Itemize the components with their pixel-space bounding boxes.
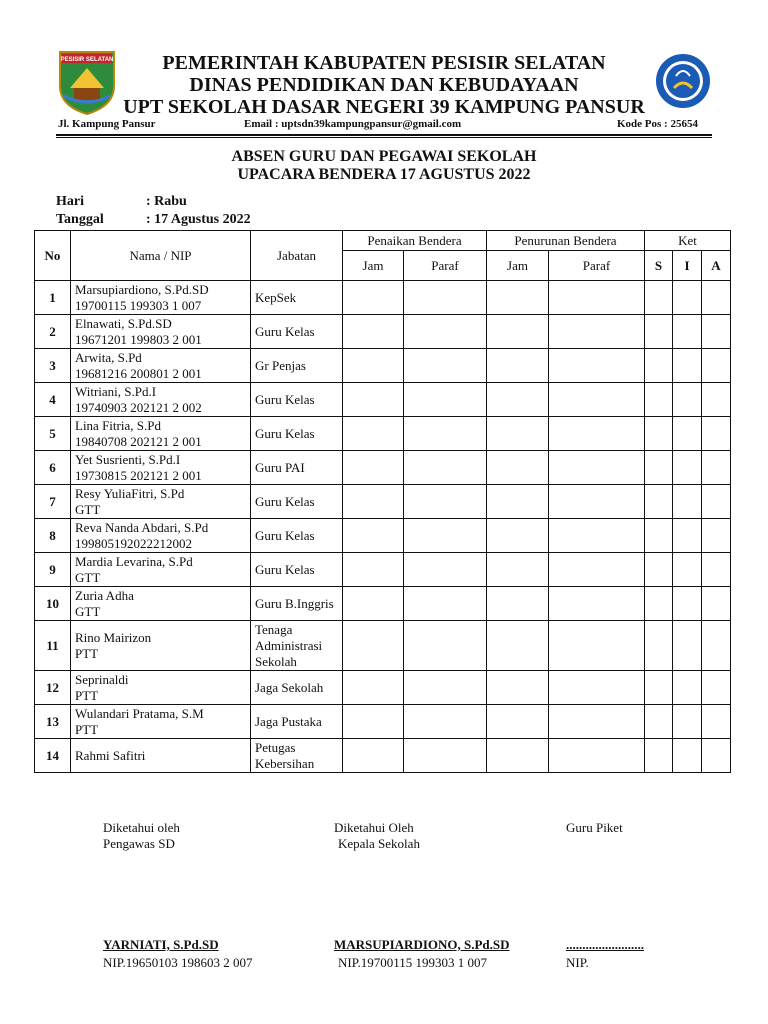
sig-mid-name: MARSUPIARDIONO, S.Pd.SD — [334, 937, 510, 952]
row-lowering-time-cell[interactable] — [487, 739, 549, 773]
row-raising-time-cell[interactable] — [343, 315, 404, 349]
table-row — [35, 349, 731, 383]
header-lowering: Penurunan Bendera — [487, 231, 645, 251]
row-lowering-initial-cell[interactable] — [549, 485, 645, 519]
row-ket-a-cell[interactable] — [702, 281, 731, 315]
row-raising-time-cell[interactable] — [343, 671, 404, 705]
row-ket-s-cell[interactable] — [645, 553, 673, 587]
row-raising-initial-cell[interactable] — [404, 739, 487, 773]
row-ket-a-cell[interactable] — [702, 417, 731, 451]
sig-right-nip: NIP. — [566, 955, 589, 970]
row-lowering-initial-cell[interactable] — [549, 383, 645, 417]
header-ket: Ket — [645, 231, 731, 251]
row-name-cell — [71, 739, 251, 773]
row-name: Mardia Levarina, S.Pd — [75, 553, 193, 569]
row-name-cell — [71, 451, 251, 485]
header-email: Email : uptsdn39kampungpansur@gmail.com — [244, 118, 462, 130]
row-number: 10 — [35, 587, 71, 621]
row-ket-a-cell[interactable] — [702, 671, 731, 705]
row-raising-initial-cell[interactable] — [404, 705, 487, 739]
row-ket-i-cell[interactable] — [673, 621, 702, 671]
row-name-cell — [71, 383, 251, 417]
logo-left-text: PESISIR SELATAN — [60, 57, 114, 63]
row-nip: 19840708 202121 2 001 — [75, 433, 202, 449]
row-ket-a-cell[interactable] — [702, 383, 731, 417]
row-name-cell — [71, 519, 251, 553]
sig-left-name: YARNIATI, S.Pd.SD — [103, 937, 219, 952]
table-row — [35, 417, 731, 451]
row-lowering-initial-cell[interactable] — [549, 315, 645, 349]
row-raising-time-cell[interactable] — [343, 451, 404, 485]
row-number: 9 — [35, 553, 71, 587]
document-subtitle: UPACARA BENDERA 17 AGUSTUS 2022 — [237, 166, 531, 183]
row-name-cell — [71, 349, 251, 383]
row-lowering-initial-cell[interactable] — [549, 553, 645, 587]
row-lowering-initial-cell[interactable] — [549, 451, 645, 485]
row-position: Jaga Pustaka — [251, 705, 343, 739]
sig-left-line2: Pengawas SD — [103, 836, 175, 851]
table-row — [35, 519, 731, 553]
row-name: Wulandari Pratama, S.M — [75, 705, 204, 721]
row-ket-s-cell[interactable] — [645, 621, 673, 671]
row-position: Guru B.Inggris — [251, 587, 343, 621]
row-lowering-time-cell[interactable] — [487, 315, 549, 349]
row-ket-s-cell[interactable] — [645, 739, 673, 773]
header-raising-paraf: Paraf — [404, 251, 487, 281]
row-ket-i-cell[interactable] — [673, 739, 702, 773]
row-ket-s-cell[interactable] — [645, 587, 673, 621]
header-name: Nama / NIP — [71, 231, 251, 281]
row-ket-i-cell[interactable] — [673, 519, 702, 553]
row-ket-s-cell[interactable] — [645, 349, 673, 383]
header-school: UPT SEKOLAH DASAR NEGERI 39 KAMPUNG PANSUR — [123, 96, 645, 118]
date-label: Tanggal — [56, 212, 104, 227]
header-s: S — [645, 251, 673, 281]
header-postal-code: Kode Pos : 25654 — [617, 118, 698, 130]
row-ket-a-cell[interactable] — [702, 349, 731, 383]
row-number: 4 — [35, 383, 71, 417]
row-lowering-time-cell[interactable] — [487, 383, 549, 417]
row-position: Guru Kelas — [251, 383, 343, 417]
row-lowering-time-cell[interactable] — [487, 587, 549, 621]
row-nip: 19740903 202121 2 002 — [75, 399, 202, 415]
row-name-cell — [71, 281, 251, 315]
row-raising-initial-cell[interactable] — [404, 315, 487, 349]
header-rule-thin — [56, 137, 712, 138]
row-number: 12 — [35, 671, 71, 705]
table-row — [35, 705, 731, 739]
row-name: Rahmi Safitri — [75, 747, 146, 763]
day-value: : Rabu — [146, 194, 187, 209]
row-ket-i-cell[interactable] — [673, 281, 702, 315]
row-ket-a-cell[interactable] — [702, 451, 731, 485]
header-lowering-jam: Jam — [487, 251, 549, 281]
sig-mid-line2: Kepala Sekolah — [338, 836, 420, 851]
row-raising-time-cell[interactable] — [343, 417, 404, 451]
row-name-cell — [71, 315, 251, 349]
header-i: I — [673, 251, 702, 281]
row-ket-s-cell[interactable] — [645, 383, 673, 417]
row-number: 6 — [35, 451, 71, 485]
row-nip: PTT — [75, 687, 99, 703]
row-raising-initial-cell[interactable] — [404, 417, 487, 451]
row-position: Guru Kelas — [251, 553, 343, 587]
row-lowering-initial-cell[interactable] — [549, 671, 645, 705]
row-position: KepSek — [251, 281, 343, 315]
row-nip: GTT — [75, 501, 101, 517]
row-ket-i-cell[interactable] — [673, 349, 702, 383]
table-row — [35, 315, 731, 349]
row-number: 8 — [35, 519, 71, 553]
table-row — [35, 281, 731, 315]
row-number: 1 — [35, 281, 71, 315]
row-ket-i-cell[interactable] — [673, 315, 702, 349]
row-raising-time-cell[interactable] — [343, 553, 404, 587]
row-raising-time-cell[interactable] — [343, 621, 404, 671]
document-title: ABSEN GURU DAN PEGAWAI SEKOLAH — [231, 148, 537, 165]
row-raising-initial-cell[interactable] — [404, 281, 487, 315]
row-ket-s-cell[interactable] — [645, 705, 673, 739]
row-name: Arwita, S.Pd — [75, 349, 142, 365]
row-ket-a-cell[interactable] — [702, 553, 731, 587]
row-lowering-time-cell[interactable] — [487, 671, 549, 705]
row-name: Yet Susrienti, S.Pd.I — [75, 451, 181, 467]
day-label: Hari — [56, 194, 84, 209]
row-name: Reva Nanda Abdari, S.Pd — [75, 519, 209, 535]
row-raising-time-cell[interactable] — [343, 383, 404, 417]
row-ket-i-cell[interactable] — [673, 671, 702, 705]
header-a: A — [702, 251, 731, 281]
row-position: Tenaga Administrasi Sekolah — [251, 621, 343, 671]
row-nip: 19671201 199803 2 001 — [75, 331, 202, 347]
row-lowering-time-cell[interactable] — [487, 705, 549, 739]
row-ket-i-cell[interactable] — [673, 417, 702, 451]
row-nip: PTT — [75, 645, 99, 661]
row-number: 14 — [35, 739, 71, 773]
row-lowering-initial-cell[interactable] — [549, 705, 645, 739]
row-lowering-time-cell[interactable] — [487, 417, 549, 451]
row-lowering-time-cell[interactable] — [487, 485, 549, 519]
row-raising-time-cell[interactable] — [343, 739, 404, 773]
row-raising-initial-cell[interactable] — [404, 621, 487, 671]
row-name-cell — [71, 621, 251, 671]
row-nip: GTT — [75, 569, 101, 585]
row-number: 11 — [35, 621, 71, 671]
row-name-cell — [71, 705, 251, 739]
row-number: 2 — [35, 315, 71, 349]
row-nip: 19730815 202121 2 001 — [75, 467, 202, 483]
table-row — [35, 621, 731, 671]
row-raising-time-cell[interactable] — [343, 587, 404, 621]
table-row — [35, 671, 731, 705]
row-number: 13 — [35, 705, 71, 739]
row-lowering-initial-cell[interactable] — [549, 621, 645, 671]
table-row — [35, 485, 731, 519]
attendance-rows — [35, 281, 731, 773]
row-raising-time-cell[interactable] — [343, 281, 404, 315]
row-ket-i-cell[interactable] — [673, 553, 702, 587]
row-lowering-initial-cell[interactable] — [549, 417, 645, 451]
row-ket-a-cell[interactable] — [702, 315, 731, 349]
row-position: Guru Kelas — [251, 315, 343, 349]
row-raising-initial-cell[interactable] — [404, 587, 487, 621]
row-name: Rino Mairizon — [75, 629, 152, 645]
row-raising-initial-cell[interactable] — [404, 671, 487, 705]
sig-right-name: ........................ — [566, 937, 644, 952]
row-name: Resy YuliaFitri, S.Pd — [75, 485, 185, 501]
row-ket-s-cell[interactable] — [645, 519, 673, 553]
row-lowering-time-cell[interactable] — [487, 519, 549, 553]
row-raising-initial-cell[interactable] — [404, 485, 487, 519]
row-lowering-time-cell[interactable] — [487, 349, 549, 383]
row-name: Seprinaldi — [75, 671, 129, 687]
row-position: Guru PAI — [251, 451, 343, 485]
table-row — [35, 739, 731, 773]
row-name: Zuria Adha — [75, 587, 134, 603]
row-name: Lina Fitria, S.Pd — [75, 417, 161, 433]
header-government: PEMERINTAH KABUPATEN PESISIR SELATAN — [162, 52, 606, 74]
row-name: Elnawati, S.Pd.SD — [75, 315, 172, 331]
row-ket-a-cell[interactable] — [702, 705, 731, 739]
row-ket-s-cell[interactable] — [645, 671, 673, 705]
sig-left-line1: Diketahui oleh — [103, 820, 180, 835]
row-lowering-time-cell[interactable] — [487, 281, 549, 315]
row-position: Guru Kelas — [251, 519, 343, 553]
row-ket-s-cell[interactable] — [645, 451, 673, 485]
row-nip: 199805192022212002 — [75, 535, 192, 551]
row-position: Petugas Kebersihan — [251, 739, 343, 773]
row-raising-time-cell[interactable] — [343, 349, 404, 383]
row-lowering-initial-cell[interactable] — [549, 519, 645, 553]
table-row — [35, 553, 731, 587]
row-name-cell — [71, 485, 251, 519]
row-ket-s-cell[interactable] — [645, 281, 673, 315]
row-ket-i-cell[interactable] — [673, 383, 702, 417]
row-position: Guru Kelas — [251, 417, 343, 451]
row-ket-a-cell[interactable] — [702, 739, 731, 773]
header-raising: Penaikan Bendera — [343, 231, 487, 251]
row-number: 5 — [35, 417, 71, 451]
table-row — [35, 587, 731, 621]
row-ket-a-cell[interactable] — [702, 621, 731, 671]
row-position: Jaga Sekolah — [251, 671, 343, 705]
table-row — [35, 451, 731, 485]
attendance-table — [34, 230, 731, 773]
row-name: Witriani, S.Pd.I — [75, 383, 157, 399]
row-ket-a-cell[interactable] — [702, 519, 731, 553]
row-nip: PTT — [75, 721, 99, 737]
row-raising-initial-cell[interactable] — [404, 349, 487, 383]
table-row — [35, 383, 731, 417]
row-raising-initial-cell[interactable] — [404, 383, 487, 417]
sig-left-nip: NIP.19650103 198603 2 007 — [103, 955, 253, 970]
row-lowering-initial-cell[interactable] — [549, 349, 645, 383]
row-ket-s-cell[interactable] — [645, 485, 673, 519]
row-lowering-initial-cell[interactable] — [549, 281, 645, 315]
row-lowering-initial-cell[interactable] — [549, 739, 645, 773]
row-number: 3 — [35, 349, 71, 383]
row-ket-i-cell[interactable] — [673, 587, 702, 621]
header-raising-jam: Jam — [343, 251, 404, 281]
header-department: DINAS PENDIDIKAN DAN KEBUDAYAAN — [189, 74, 579, 96]
row-position: Guru Kelas — [251, 485, 343, 519]
header-address: Jl. Kampung Pansur — [58, 118, 156, 130]
row-raising-time-cell[interactable] — [343, 519, 404, 553]
row-nip: GTT — [75, 603, 101, 619]
row-raising-time-cell[interactable] — [343, 705, 404, 739]
row-name-cell — [71, 417, 251, 451]
row-name-cell — [71, 553, 251, 587]
row-nip: 19681216 200801 2 001 — [75, 365, 202, 381]
row-raising-initial-cell[interactable] — [404, 451, 487, 485]
header-rule — [56, 134, 712, 136]
row-ket-s-cell[interactable] — [645, 315, 673, 349]
row-number: 7 — [35, 485, 71, 519]
row-lowering-time-cell[interactable] — [487, 621, 549, 671]
row-ket-s-cell[interactable] — [645, 417, 673, 451]
row-raising-initial-cell[interactable] — [404, 519, 487, 553]
row-lowering-initial-cell[interactable] — [549, 587, 645, 621]
row-lowering-time-cell[interactable] — [487, 553, 549, 587]
row-raising-initial-cell[interactable] — [404, 553, 487, 587]
sig-mid-line1: Diketahui Oleh — [334, 820, 414, 835]
row-ket-i-cell[interactable] — [673, 485, 702, 519]
row-ket-a-cell[interactable] — [702, 587, 731, 621]
row-ket-i-cell[interactable] — [673, 705, 702, 739]
header-lowering-paraf: Paraf — [549, 251, 645, 281]
row-lowering-time-cell[interactable] — [487, 451, 549, 485]
row-nip: 19700115 199303 1 007 — [75, 297, 202, 313]
date-value: : 17 Agustus 2022 — [146, 212, 251, 227]
row-name-cell — [71, 671, 251, 705]
header-no: No — [35, 231, 71, 281]
row-name-cell — [71, 587, 251, 621]
row-name: Marsupiardiono, S.Pd.SD — [75, 281, 209, 297]
row-ket-a-cell[interactable] — [702, 485, 731, 519]
row-ket-i-cell[interactable] — [673, 451, 702, 485]
sig-right-line1: Guru Piket — [566, 820, 623, 835]
sig-mid-nip: NIP.19700115 199303 1 007 — [338, 955, 488, 970]
row-position: Gr Penjas — [251, 349, 343, 383]
row-raising-time-cell[interactable] — [343, 485, 404, 519]
header-position: Jabatan — [251, 231, 343, 281]
